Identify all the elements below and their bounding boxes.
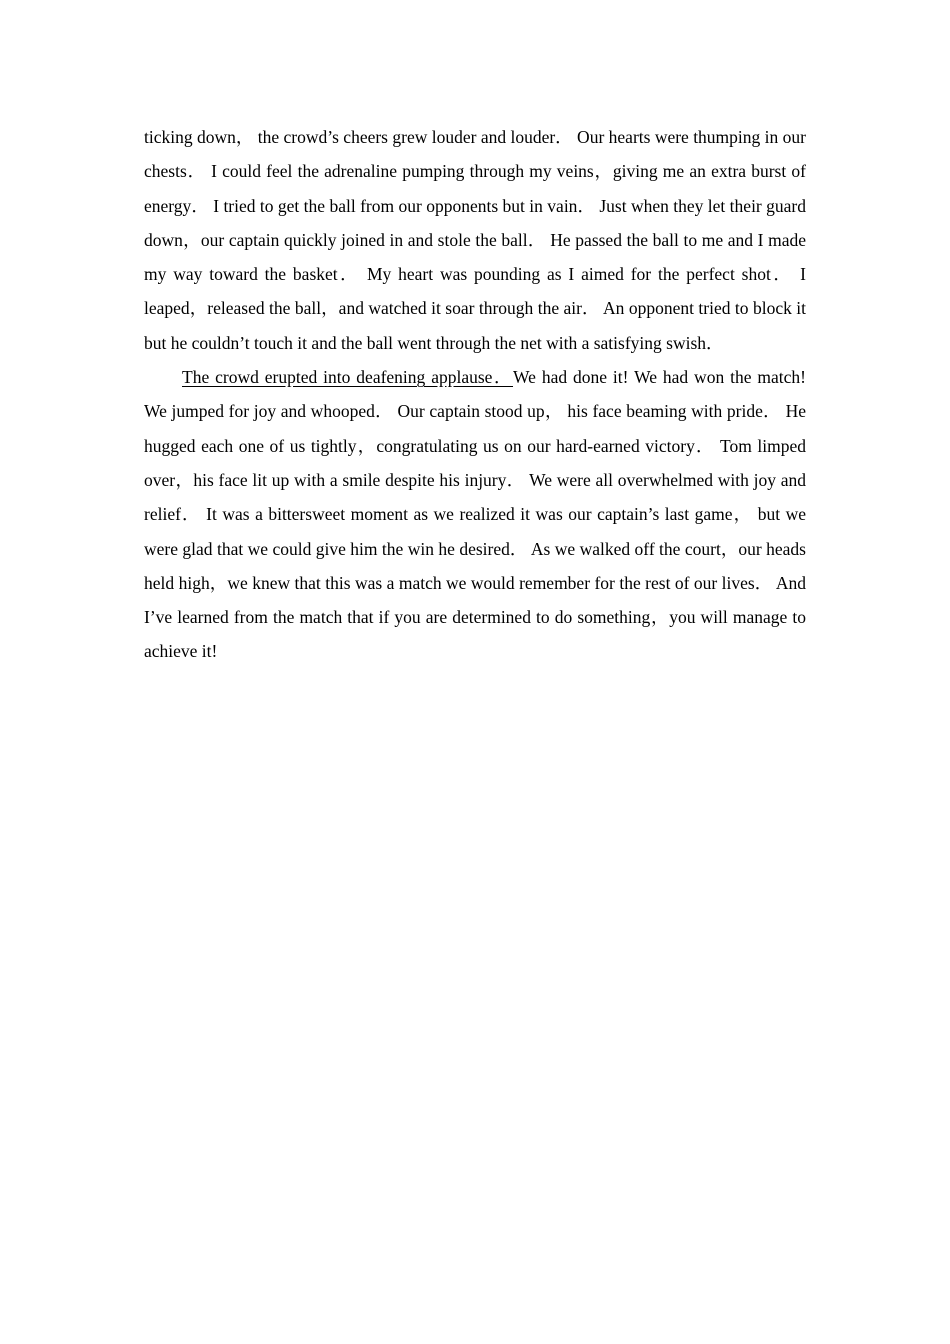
paragraph-2-text: We had done it! We had won the match! We jumped for joy and whooped． Our captain stood up， his face beaming with pride． He hugged each one of us tightly，congratulating us on our hard-earned victory． Tom limped over，his face lit up with a smile despite his injury． We were all overwhelmed with joy and relief． It was a bittersweet moment as we realized it was our captain’s last game， but we were glad that we could give him the win he desired． As we walked off the court，our heads held high，we knew that this was a match we would remember for the rest of our lives． And I’ve learned from the match that if you are determined to do something，you will manage to achieve it! [144,367,806,662]
paragraph-1: ticking down， the crowd’s cheers grew louder and louder． Our hearts were thumping in our chests． I could feel the adrenaline pumping through my veins，giving me an extra burst of energy． I tried to get the ball from our opponents but in vain． Just when they let their guard down，our captain quickly joined in and stole the ball． He passed the ball to me and I made my way toward the basket． My heart was pounding as I aimed for the perfect shot． I leaped，released the ball，and watched it soar through the air． An opponent tried to block it but he couldn’t touch it and the ball went through the net with a satisfying swish． [144,127,806,353]
document-body [144,120,806,669]
underlined-sentence: The crowd erupted into deafening applause． [182,367,514,388]
paragraph-2 [144,360,806,669]
